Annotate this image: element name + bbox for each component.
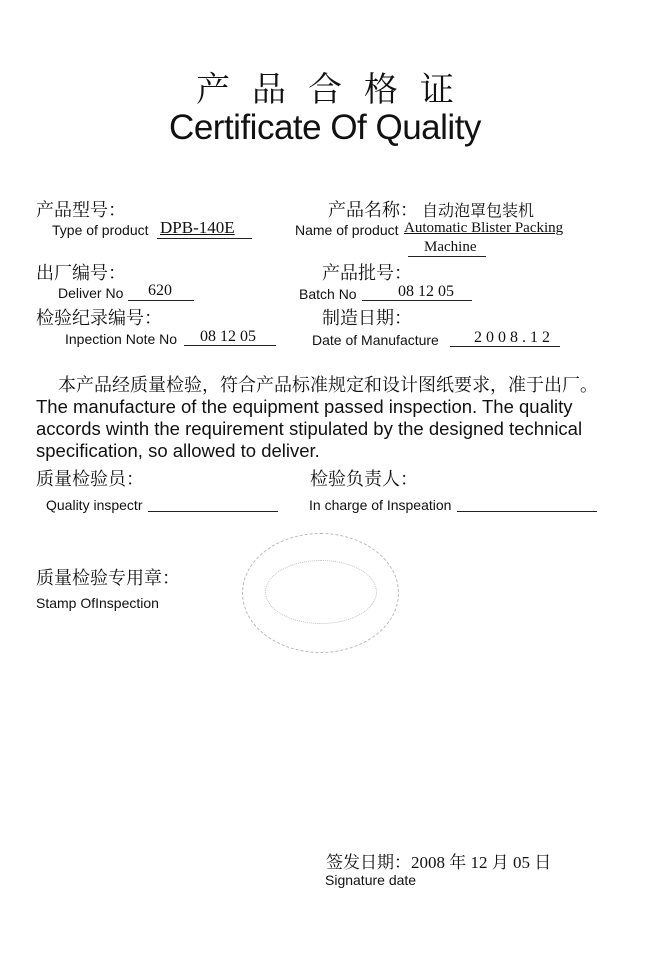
batch-label-cn: 产品批号：	[322, 263, 412, 283]
signature-date-en: Signature date	[325, 872, 417, 888]
batch-underline	[362, 300, 472, 301]
name-value-cn: 自动泡罩包装机	[422, 203, 535, 220]
charge-label-en: In charge of Inspeation	[309, 497, 452, 513]
inspection-stamp-seal	[242, 533, 399, 653]
type-value: DPB-140E	[160, 218, 235, 237]
manufacture-label-cn: 制造日期：	[322, 308, 412, 328]
stamp-inner-ring	[265, 560, 377, 624]
name-value-line2: Machine	[424, 239, 477, 255]
type-label-cn: 产品型号：	[36, 200, 126, 220]
type-label-en: Type of product	[52, 222, 149, 238]
name-underline	[408, 256, 486, 257]
stamp-label-en: Stamp OfInspection	[36, 595, 159, 611]
inspection-value: 08 12 05	[200, 328, 256, 345]
charge-label-cn: 检验负责人：	[310, 469, 418, 489]
statement-english: The manufacture of the equipment passed inspection. The quality accords winth the requirement stipulated by the designed technical specification, so allowed to deliver.	[36, 396, 583, 461]
inspection-underline	[184, 345, 276, 346]
type-underline	[157, 238, 252, 239]
manufacture-label-en: Date of Manufacture	[312, 332, 439, 348]
batch-label-en: Batch No	[299, 286, 357, 302]
charge-signature-line	[457, 511, 597, 512]
inspector-label-en: Quality inspectr	[46, 497, 143, 513]
inspection-label-cn: 检验纪录编号：	[36, 308, 162, 328]
title-english: Certificate Of Quality	[169, 108, 481, 147]
inspector-signature-line	[148, 511, 278, 512]
manufacture-value: 2 0 0 8 . 1 2	[474, 329, 550, 346]
deliver-underline	[128, 300, 194, 301]
signature-date-cn: 签发日期：2008 年 12 月 05 日	[326, 853, 552, 872]
batch-value: 08 12 05	[398, 283, 454, 300]
inspector-label-cn: 质量检验员：	[36, 469, 144, 489]
name-label-en: Name of product	[295, 222, 399, 238]
deliver-label-en: Deliver No	[58, 285, 124, 301]
name-label-cn: 产品名称：	[328, 200, 418, 220]
title-chinese: 产品合格证	[196, 72, 476, 109]
manufacture-underline	[450, 346, 560, 347]
statement-chinese: 本产品经质量检验，符合产品标准规定和设计图纸要求，准于出厂。	[58, 375, 598, 395]
deliver-value: 620	[148, 282, 172, 299]
inspection-label-en: Inpection Note No	[65, 331, 178, 347]
name-value-line1: Automatic Blister Packing	[404, 220, 564, 236]
stamp-label-cn: 质量检验专用章：	[36, 568, 180, 588]
deliver-label-cn: 出厂编号：	[36, 263, 126, 283]
